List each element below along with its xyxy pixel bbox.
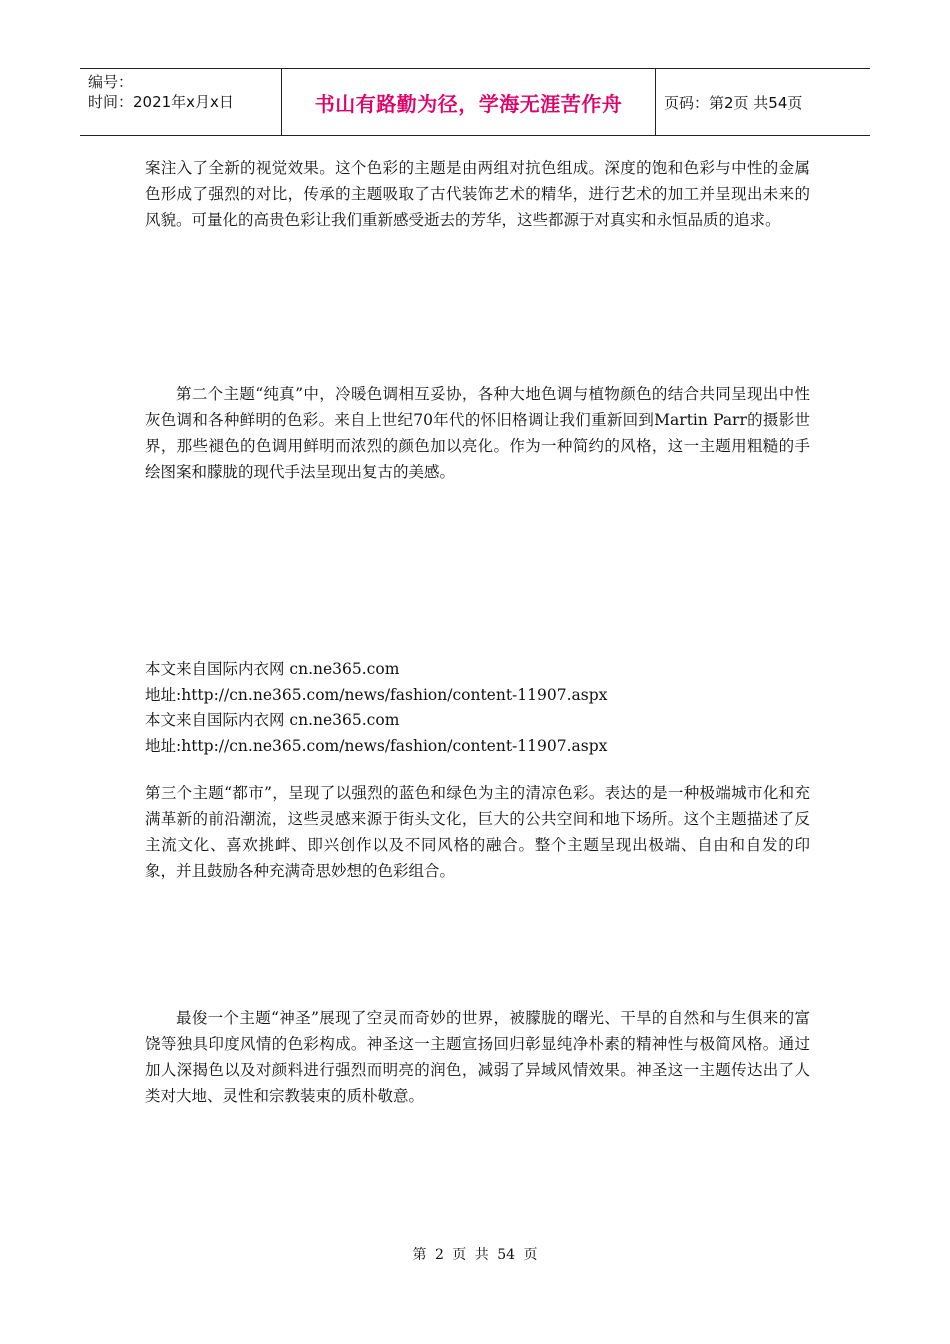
paragraph-4: 最俊一个主题“神圣”展现了空灵而奇妙的世界，被朦胧的曙光、干旱的自然和与生俱来的富饶等独具印度风情的色彩构成。神圣这一主题宣扬回归彰显纯净朴素的精神性与极简风格。通过加人深揭色以及对颜料进行强烈而明亮的润色，减弱了异域风情效果。神圣这一主题传达出了人类对大地、灵性和宗教装束的质朴敬意。 xyxy=(145,1009,810,1105)
source-line: 本文来自国际内衣网 cn.ne365.com xyxy=(145,711,400,729)
page-header xyxy=(80,68,870,136)
time-label: 时间：2021年x月x日 xyxy=(88,93,234,111)
header-page-info: 页码：第2页 共54页 xyxy=(664,93,803,112)
paragraph-3: 第三个主题“都市”，呈现了以强烈的蓝色和绿色为主的清凉色彩。表达的是一种极端城市化和充满革新的前沿潮流，这些灵感来源于街头文化，巨大的公共空间和地下场所。这个主题描述了反主流文化、喜欢挑衅、即兴创作以及不同风格的融合。整个主题呈现出极端、自由和自发的印象，并且鼓励各种充满奇思妙想的色彩组合。 xyxy=(145,784,810,880)
page-footer: 第 2 页 共 54 页 xyxy=(412,1247,538,1263)
header-motto: 书山有路勤为径，学海无涯苦作舟 xyxy=(282,69,656,135)
serial-label: 编号： xyxy=(88,73,134,91)
source-url-line: 地址:http://cn.ne365.com/news/fashion/content-11907.aspx xyxy=(145,737,608,755)
source-url-line: 地址:http://cn.ne365.com/news/fashion/content-11907.aspx xyxy=(145,686,608,704)
header-meta xyxy=(80,69,282,135)
paragraph-2: 第二个主题“纯真”中，冷暖色调相互妥协，各种大地色调与植物颜色的结合共同呈现出中性灰色调和各种鲜明的色彩。来自上世纪70年代的怀旧格调让我们重新回到Martin Parr的摄影世界，那些褪色的色调用鲜明而浓烈的颜色加以亮化。作为一种简约的风格，这一主题用粗糙的手绘图案和朦胧的现代手法呈现出复古的美感。 xyxy=(145,385,810,481)
source-line: 本文来自国际内衣网 cn.ne365.com xyxy=(145,660,400,678)
paragraph-1: 案注入了全新的视觉效果。这个色彩的主题是由两组对抗色组成。深度的饱和色彩与中性的金属色形成了强烈的对比，传承的主题吸取了古代装饰艺术的精华，进行艺术的加工并呈现出未来的风貌。可量化的高贵色彩让我们重新感受逝去的芳华，这些都源于对真实和永恒品质的追求。 xyxy=(145,159,810,229)
